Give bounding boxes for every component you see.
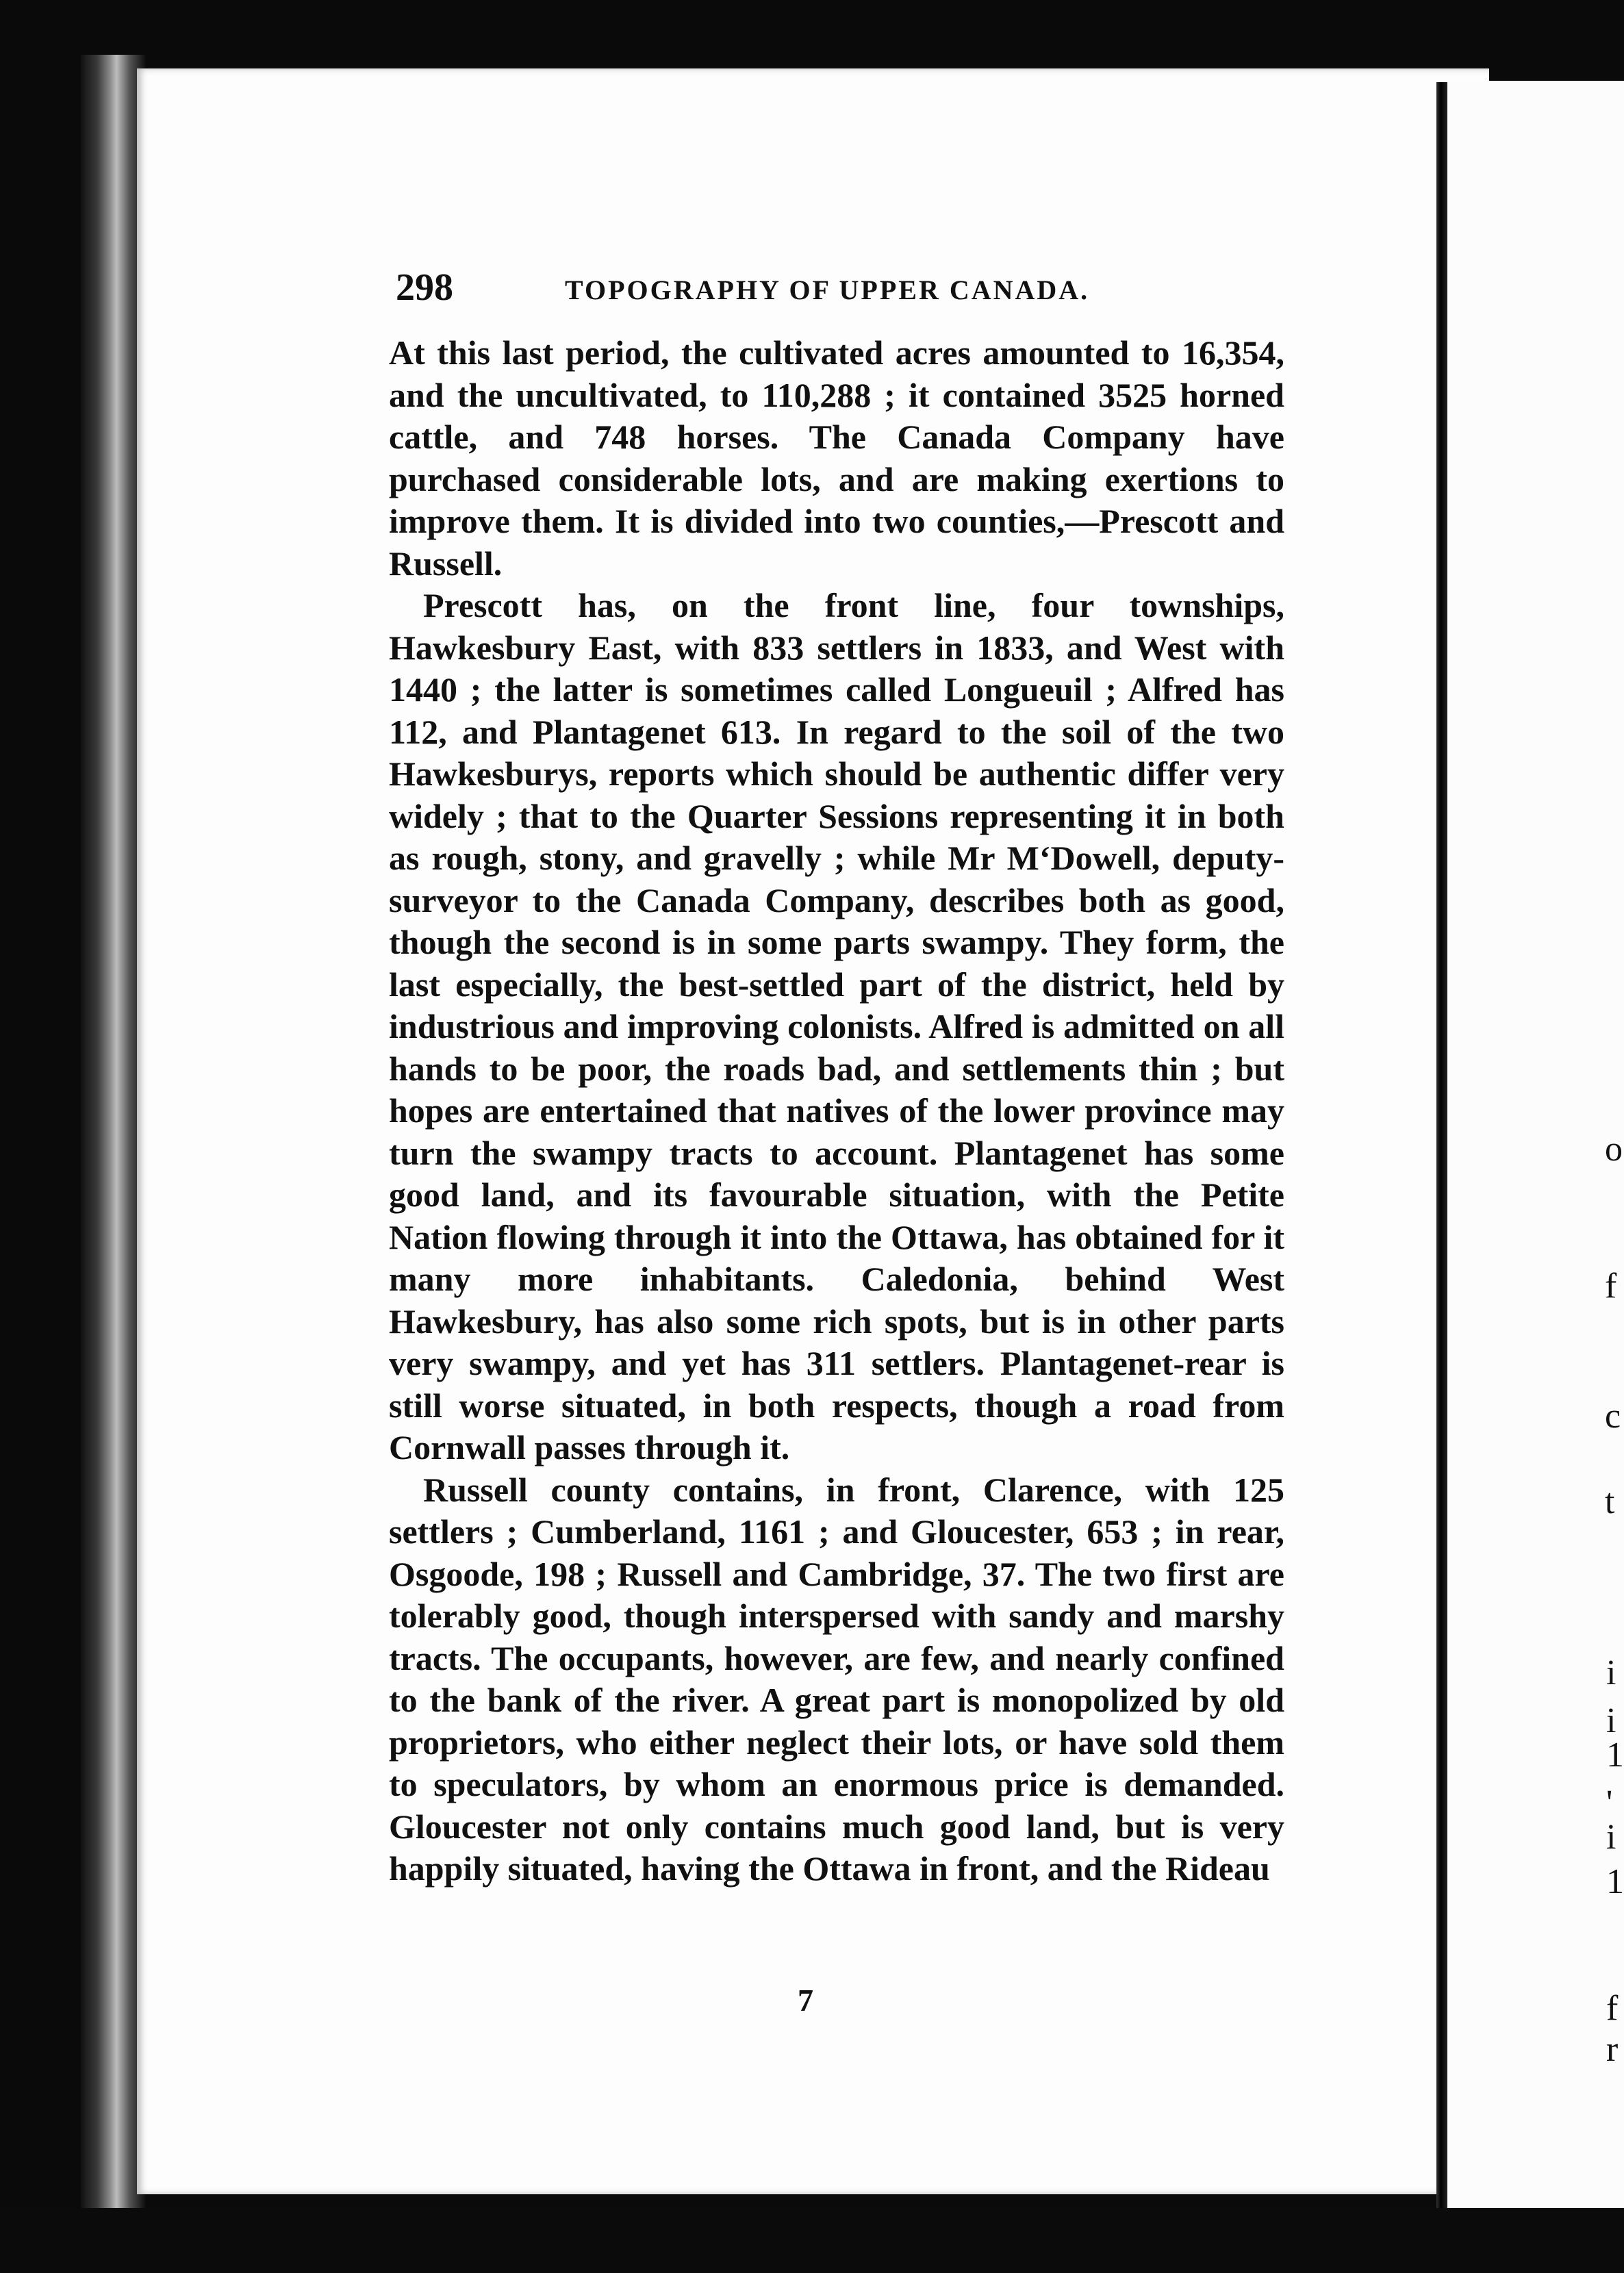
- facing-page-edge: [1436, 82, 1447, 2211]
- edge-glyph: r: [1606, 2030, 1619, 2069]
- edge-glyph: o: [1605, 1130, 1623, 1169]
- edge-glyph: t: [1605, 1482, 1615, 1521]
- paragraph: Prescott has, on the front line, four townships, Hawkesbury East, with 833 settlers in 1833, and West with 1440 ; the latter is sometimes called Longueuil ; Alfred has 112, and Plantagenet 613. In regard to the soil of the two Hawkesburys, reports which should be authentic differ very widely ; that to the Quarter Sessions representing it in both as rough, stony, and gravelly ; while Mr M‘Dowell, deputy-surveyor to the Canada Company, describes both as good, though the second is in some parts swampy. They form, the last especially, the best-settled part of the district, held by industrious and improving colonists. Alfred is admitted on all hands to be poor, the roads bad, and settlements thin ; but hopes are entertained that natives of the lower province may turn the swampy tracts to account. Plantagenet has some good land, and its favourable situation, with the Petite Nation flowing through it into the Ottawa, has obtained for it many more inhabitants. Caledonia, behind West Hawkesbury, has also some rich spots, but is in other parts very swampy, and yet has 311 settlers. Plantagenet-rear is still worse situated, in both respects, though a road from Cornwall passes through it.: [389, 586, 1284, 1466]
- edge-glyph: i: [1606, 1818, 1616, 1857]
- book-spine: [81, 55, 146, 2211]
- edge-glyph: i: [1606, 1701, 1616, 1740]
- body-text: [389, 332, 1284, 1890]
- scan-border-bottom: [0, 2208, 1624, 2273]
- edge-glyph: 1: [1606, 1862, 1624, 1901]
- edge-glyph: f: [1605, 1267, 1617, 1306]
- facing-page-fragment: [1447, 81, 1624, 2210]
- paragraph: Russell county contains, in front, Clarence, with 125 settlers ; Cumberland, 1161 ; and Gloucester, 653 ; in rear, Osgoode, 198 ; Russell and Cambridge, 37. The two first are tolerably good, though interspersed with sandy and marshy tracts. The occupants, however, are few, and nearly confined to the bank of the river. A great part is monopolized by old proprietors, who either neglect their lots, or have sold them to speculators, by whom an enormous price is demanded. Gloucester not only contains much good land, but is very happily situated, having the Ottawa in front, and the Rideau: [389, 1470, 1284, 1888]
- edge-glyph: c: [1605, 1397, 1621, 1436]
- edge-glyph: i: [1606, 1653, 1616, 1692]
- edge-glyph: 1: [1606, 1736, 1624, 1775]
- page-header: [396, 266, 1286, 307]
- signature-mark: 7: [798, 1983, 813, 2018]
- paragraph: At this last period, the cultivated acres amounted to 16,354, and the uncultivated, to 110,288 ; it contained 3525 horned cattle, and 748 horses. The Canada Company have purchased considerable lots, and are making exertions to improve them. It is divided into two counties,—Prescott and Russell.: [389, 333, 1284, 583]
- edge-glyph: ': [1606, 1783, 1613, 1823]
- running-head: TOPOGRAPHY OF UPPER CANADA.: [565, 275, 1090, 305]
- page-number: 298: [396, 266, 453, 309]
- edge-glyph: f: [1606, 1989, 1619, 2028]
